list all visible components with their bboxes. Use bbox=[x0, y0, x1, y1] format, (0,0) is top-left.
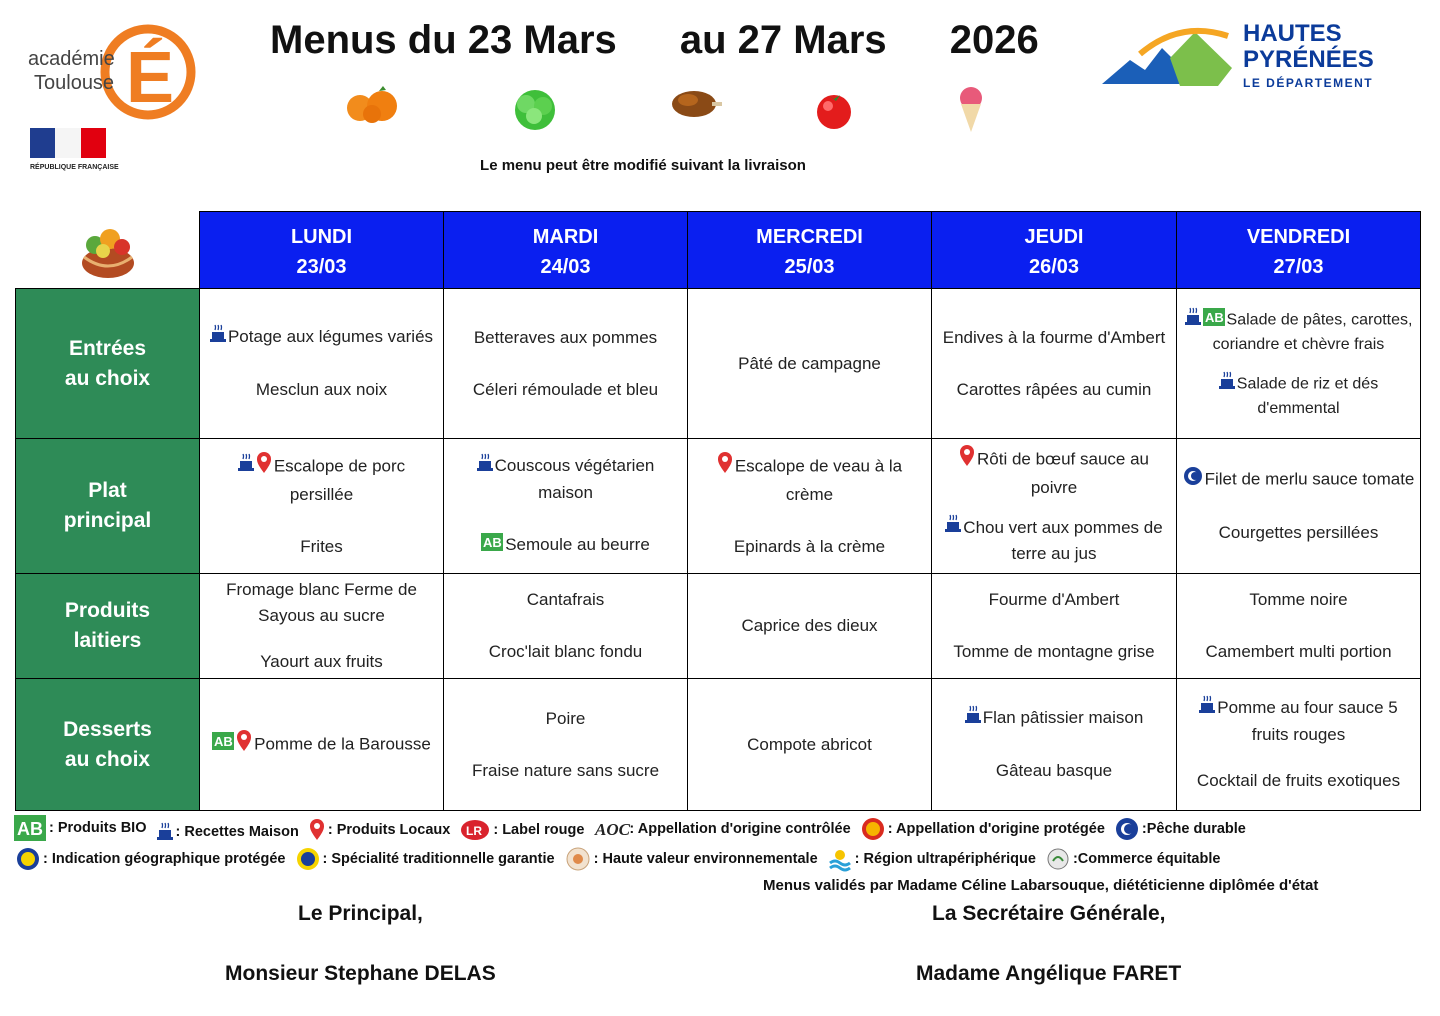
cell-laitiers-lundi bbox=[199, 573, 444, 679]
organic-ab-icon bbox=[14, 815, 46, 841]
cell-plat-mercredi bbox=[687, 438, 932, 574]
menu-item: Yaourt aux fruits bbox=[260, 652, 383, 671]
row-label: au choix bbox=[64, 366, 151, 390]
stg-icon bbox=[296, 847, 320, 871]
row-label: laitiers bbox=[73, 629, 142, 652]
menu-item: Escalope de veau à la crème bbox=[692, 452, 927, 508]
homemade-icon bbox=[945, 515, 961, 541]
day-name: JEUDI bbox=[1024, 226, 1084, 248]
day-name: MARDI bbox=[532, 226, 599, 248]
delivery-notice: Le menu peut être modifié suivant la livraison bbox=[480, 157, 806, 174]
menu-item: Poire bbox=[545, 708, 586, 728]
menu-item: Flan pâtissier maison bbox=[965, 705, 1144, 732]
toulouse-label: Toulouse bbox=[34, 72, 115, 94]
cell-entrees-mercredi bbox=[687, 288, 932, 439]
legend-line-2 bbox=[16, 847, 1226, 875]
menu-item: Camembert multi portion bbox=[1205, 642, 1392, 661]
menu-item: Fromage blanc Ferme de Sayous au sucre bbox=[226, 580, 417, 625]
title-end: au 27 Mars bbox=[679, 18, 887, 62]
menu-item: Croc'lait blanc fondu bbox=[488, 642, 643, 661]
menu-table bbox=[15, 211, 1421, 811]
homemade-icon bbox=[210, 325, 226, 351]
local-pin-icon bbox=[309, 819, 325, 841]
legend-line-1 bbox=[14, 815, 1252, 845]
row-header-desserts bbox=[15, 678, 200, 811]
academie-toulouse-logo bbox=[20, 10, 185, 120]
label-rouge-icon bbox=[460, 819, 490, 841]
menu-item: Epinards à la crème bbox=[733, 537, 886, 556]
local-pin-icon bbox=[236, 730, 252, 760]
cell-plat-jeudi bbox=[931, 438, 1177, 574]
hve-icon bbox=[565, 847, 591, 871]
principal-name: Monsieur Stephane DELAS bbox=[225, 962, 496, 985]
cell-laitiers-vendredi bbox=[1176, 573, 1421, 679]
menu-item: Carottes râpées au cumin bbox=[956, 379, 1152, 399]
menu-item: AB Pomme de la Barousse bbox=[212, 730, 431, 760]
day-date: 23/03 bbox=[296, 256, 347, 278]
legend-igp: : Indication géographique protégée bbox=[16, 847, 286, 871]
menu-item: Potage aux légumes variés bbox=[210, 324, 433, 351]
menu-item: Rôti de bœuf sauce au poivre bbox=[936, 445, 1172, 501]
row-label: Entrées bbox=[68, 336, 147, 360]
row-header-laitiers bbox=[15, 573, 200, 679]
day-name: VENDREDI bbox=[1246, 226, 1351, 248]
menu-item: Tomme noire bbox=[1249, 590, 1348, 609]
homemade-icon bbox=[238, 454, 254, 480]
row-label: Desserts bbox=[63, 717, 152, 741]
aop-icon bbox=[861, 817, 885, 841]
cell-entrees-lundi bbox=[199, 288, 444, 439]
cell-laitiers-mardi bbox=[443, 573, 688, 679]
menu-item: Fraise nature sans sucre bbox=[471, 760, 660, 780]
cell-entrees-jeudi bbox=[931, 288, 1177, 439]
menu-item: Chou vert aux pommes de terre au jus bbox=[936, 515, 1172, 568]
legend-label-rouge: LR : Label rouge bbox=[460, 819, 584, 841]
departement-label: LE DÉPARTEMENT bbox=[1243, 76, 1374, 90]
day-date: 25/03 bbox=[784, 256, 835, 278]
local-pin-icon bbox=[959, 445, 975, 475]
cell-desserts-vendredi bbox=[1176, 678, 1421, 811]
cell-laitiers-mercredi bbox=[687, 573, 932, 679]
local-pin-icon bbox=[717, 452, 733, 482]
title-year: 2026 bbox=[949, 18, 1039, 62]
legend-equitable: :Commerce équitable bbox=[1046, 847, 1220, 871]
roast-chicken-icon bbox=[666, 82, 714, 130]
rup-icon bbox=[828, 847, 852, 871]
secretary-title: La Secrétaire Générale, bbox=[932, 902, 1166, 925]
pyrenees-label: PYRÉNÉES bbox=[1243, 46, 1374, 73]
validation-note: Menus validés par Madame Céline Labarsouque, diététicienne diplômée d'état bbox=[763, 877, 1319, 894]
cell-desserts-mercredi bbox=[687, 678, 932, 811]
day-date: 27/03 bbox=[1273, 256, 1324, 278]
organic-ab-icon bbox=[1203, 308, 1225, 333]
day-name: MERCREDI bbox=[756, 226, 863, 248]
menu-item: Pomme au four sauce 5 fruits rouges bbox=[1181, 695, 1416, 748]
organic-ab-icon bbox=[212, 732, 234, 758]
hautes-pyrenees-logo bbox=[1100, 18, 1400, 98]
menu-item: Mesclun aux noix bbox=[255, 379, 388, 399]
row-header-entrees bbox=[15, 288, 200, 439]
menu-item: Cocktail de fruits exotiques bbox=[1196, 770, 1401, 790]
day-header-mercredi bbox=[687, 211, 932, 289]
menu-item: Fourme d'Ambert bbox=[988, 590, 1120, 609]
row-header-plat bbox=[15, 438, 200, 574]
homemade-icon bbox=[157, 823, 173, 841]
day-header-vendredi bbox=[1176, 211, 1421, 289]
secretary-name: Madame Angélique FARET bbox=[916, 962, 1182, 985]
tomato-icon bbox=[812, 88, 860, 136]
cell-entrees-mardi bbox=[443, 288, 688, 439]
sustainable-fishing-icon bbox=[1183, 466, 1203, 494]
legend-peche: :Pêche durable bbox=[1115, 817, 1246, 841]
igp-icon bbox=[16, 847, 40, 871]
legend-stg: : Spécialité traditionnelle garantie bbox=[296, 847, 555, 871]
hautes-label: HAUTES bbox=[1243, 20, 1342, 47]
menu-item: Couscous végétarien maison bbox=[448, 453, 683, 506]
title-start: Menus du 23 Mars bbox=[270, 18, 617, 62]
menu-item: Pâté de campagne bbox=[738, 353, 881, 373]
cell-laitiers-jeudi bbox=[931, 573, 1177, 679]
svg-text:LR: LR bbox=[466, 824, 483, 838]
lettuce-icon bbox=[510, 86, 558, 134]
page-title bbox=[270, 18, 1039, 63]
legend-hve: : Haute valeur environnementale bbox=[565, 847, 818, 871]
ice-cream-icon bbox=[956, 86, 1004, 134]
sustainable-fishing-icon bbox=[1115, 817, 1139, 841]
cell-desserts-mardi bbox=[443, 678, 688, 811]
svg-text:AB: AB bbox=[214, 733, 233, 749]
homemade-icon bbox=[477, 454, 493, 480]
homemade-icon bbox=[965, 706, 981, 732]
row-label: Plat bbox=[88, 479, 127, 502]
legend-aop: : Appellation d'origine protégée bbox=[861, 817, 1105, 841]
menu-item: Escalope de porc persillée bbox=[204, 452, 439, 508]
homemade-icon bbox=[1199, 696, 1215, 722]
menu-item: Filet de merlu sauce tomate bbox=[1183, 466, 1415, 494]
menu-item: Gâteau basque bbox=[995, 760, 1113, 780]
svg-text:AB: AB bbox=[483, 534, 502, 550]
menu-item: Endives à la fourme d'Ambert bbox=[942, 327, 1166, 347]
menu-item: AB Salade de pâtes, carottes, coriandre et chèvre frais bbox=[1181, 308, 1416, 356]
row-label: Produits bbox=[64, 599, 151, 622]
academie-label: académie bbox=[28, 48, 115, 70]
svg-text:AB: AB bbox=[17, 819, 43, 839]
svg-text:É: É bbox=[126, 38, 175, 118]
republique-francaise-logo bbox=[30, 128, 119, 176]
cell-entrees-vendredi bbox=[1176, 288, 1421, 439]
menu-item: Salade de riz et dés d'emmental bbox=[1181, 372, 1416, 420]
legend-aoc: AOC : Appellation d'origine contrôlée bbox=[594, 817, 850, 841]
cell-plat-vendredi bbox=[1176, 438, 1421, 574]
svg-text:AB: AB bbox=[1204, 309, 1224, 325]
menu-item: Frites bbox=[300, 537, 343, 556]
menu-item: Céleri rémoulade et bleu bbox=[472, 379, 659, 399]
menu-item: AB Semoule au beurre bbox=[481, 532, 650, 559]
day-name: LUNDI bbox=[290, 226, 353, 248]
svg-text:AOC: AOC bbox=[595, 820, 631, 839]
day-date: 24/03 bbox=[540, 256, 591, 278]
legend-bio: AB : Produits BIO bbox=[14, 815, 146, 841]
cell-plat-lundi bbox=[199, 438, 444, 574]
menu-item: Compote abricot bbox=[747, 734, 872, 754]
vegetable-basket-icon bbox=[75, 217, 141, 286]
row-label: principal bbox=[63, 509, 152, 532]
menu-item: Betteraves aux pommes bbox=[473, 327, 658, 347]
oranges-icon bbox=[346, 84, 394, 132]
day-header-mardi bbox=[443, 211, 688, 289]
menu-item: Tomme de montagne grise bbox=[953, 642, 1155, 661]
cell-plat-mardi bbox=[443, 438, 688, 574]
day-date: 26/03 bbox=[1028, 256, 1080, 278]
aoc-icon bbox=[594, 817, 631, 841]
legend-maison: : Recettes Maison bbox=[157, 823, 299, 841]
menu-item: Cantafrais bbox=[526, 590, 605, 609]
fair-trade-icon bbox=[1046, 847, 1070, 871]
menu-item: Caprice des dieux bbox=[741, 616, 878, 635]
principal-title: Le Principal, bbox=[298, 902, 423, 925]
legend-locaux: : Produits Locaux bbox=[309, 819, 450, 841]
menu-item: Courgettes persillées bbox=[1218, 523, 1379, 542]
organic-ab-icon bbox=[481, 533, 503, 559]
homemade-icon bbox=[1219, 372, 1235, 397]
cell-desserts-jeudi bbox=[931, 678, 1177, 811]
local-pin-icon bbox=[256, 452, 272, 482]
legend-rup: : Région ultrapériphérique bbox=[828, 847, 1036, 871]
cell-desserts-lundi bbox=[199, 678, 444, 811]
rf-label: RÉPUBLIQUE FRANÇAISE bbox=[30, 164, 119, 171]
row-label: au choix bbox=[64, 747, 151, 771]
day-header-lundi bbox=[199, 211, 444, 289]
day-header-jeudi bbox=[931, 211, 1177, 289]
homemade-icon bbox=[1185, 308, 1201, 333]
